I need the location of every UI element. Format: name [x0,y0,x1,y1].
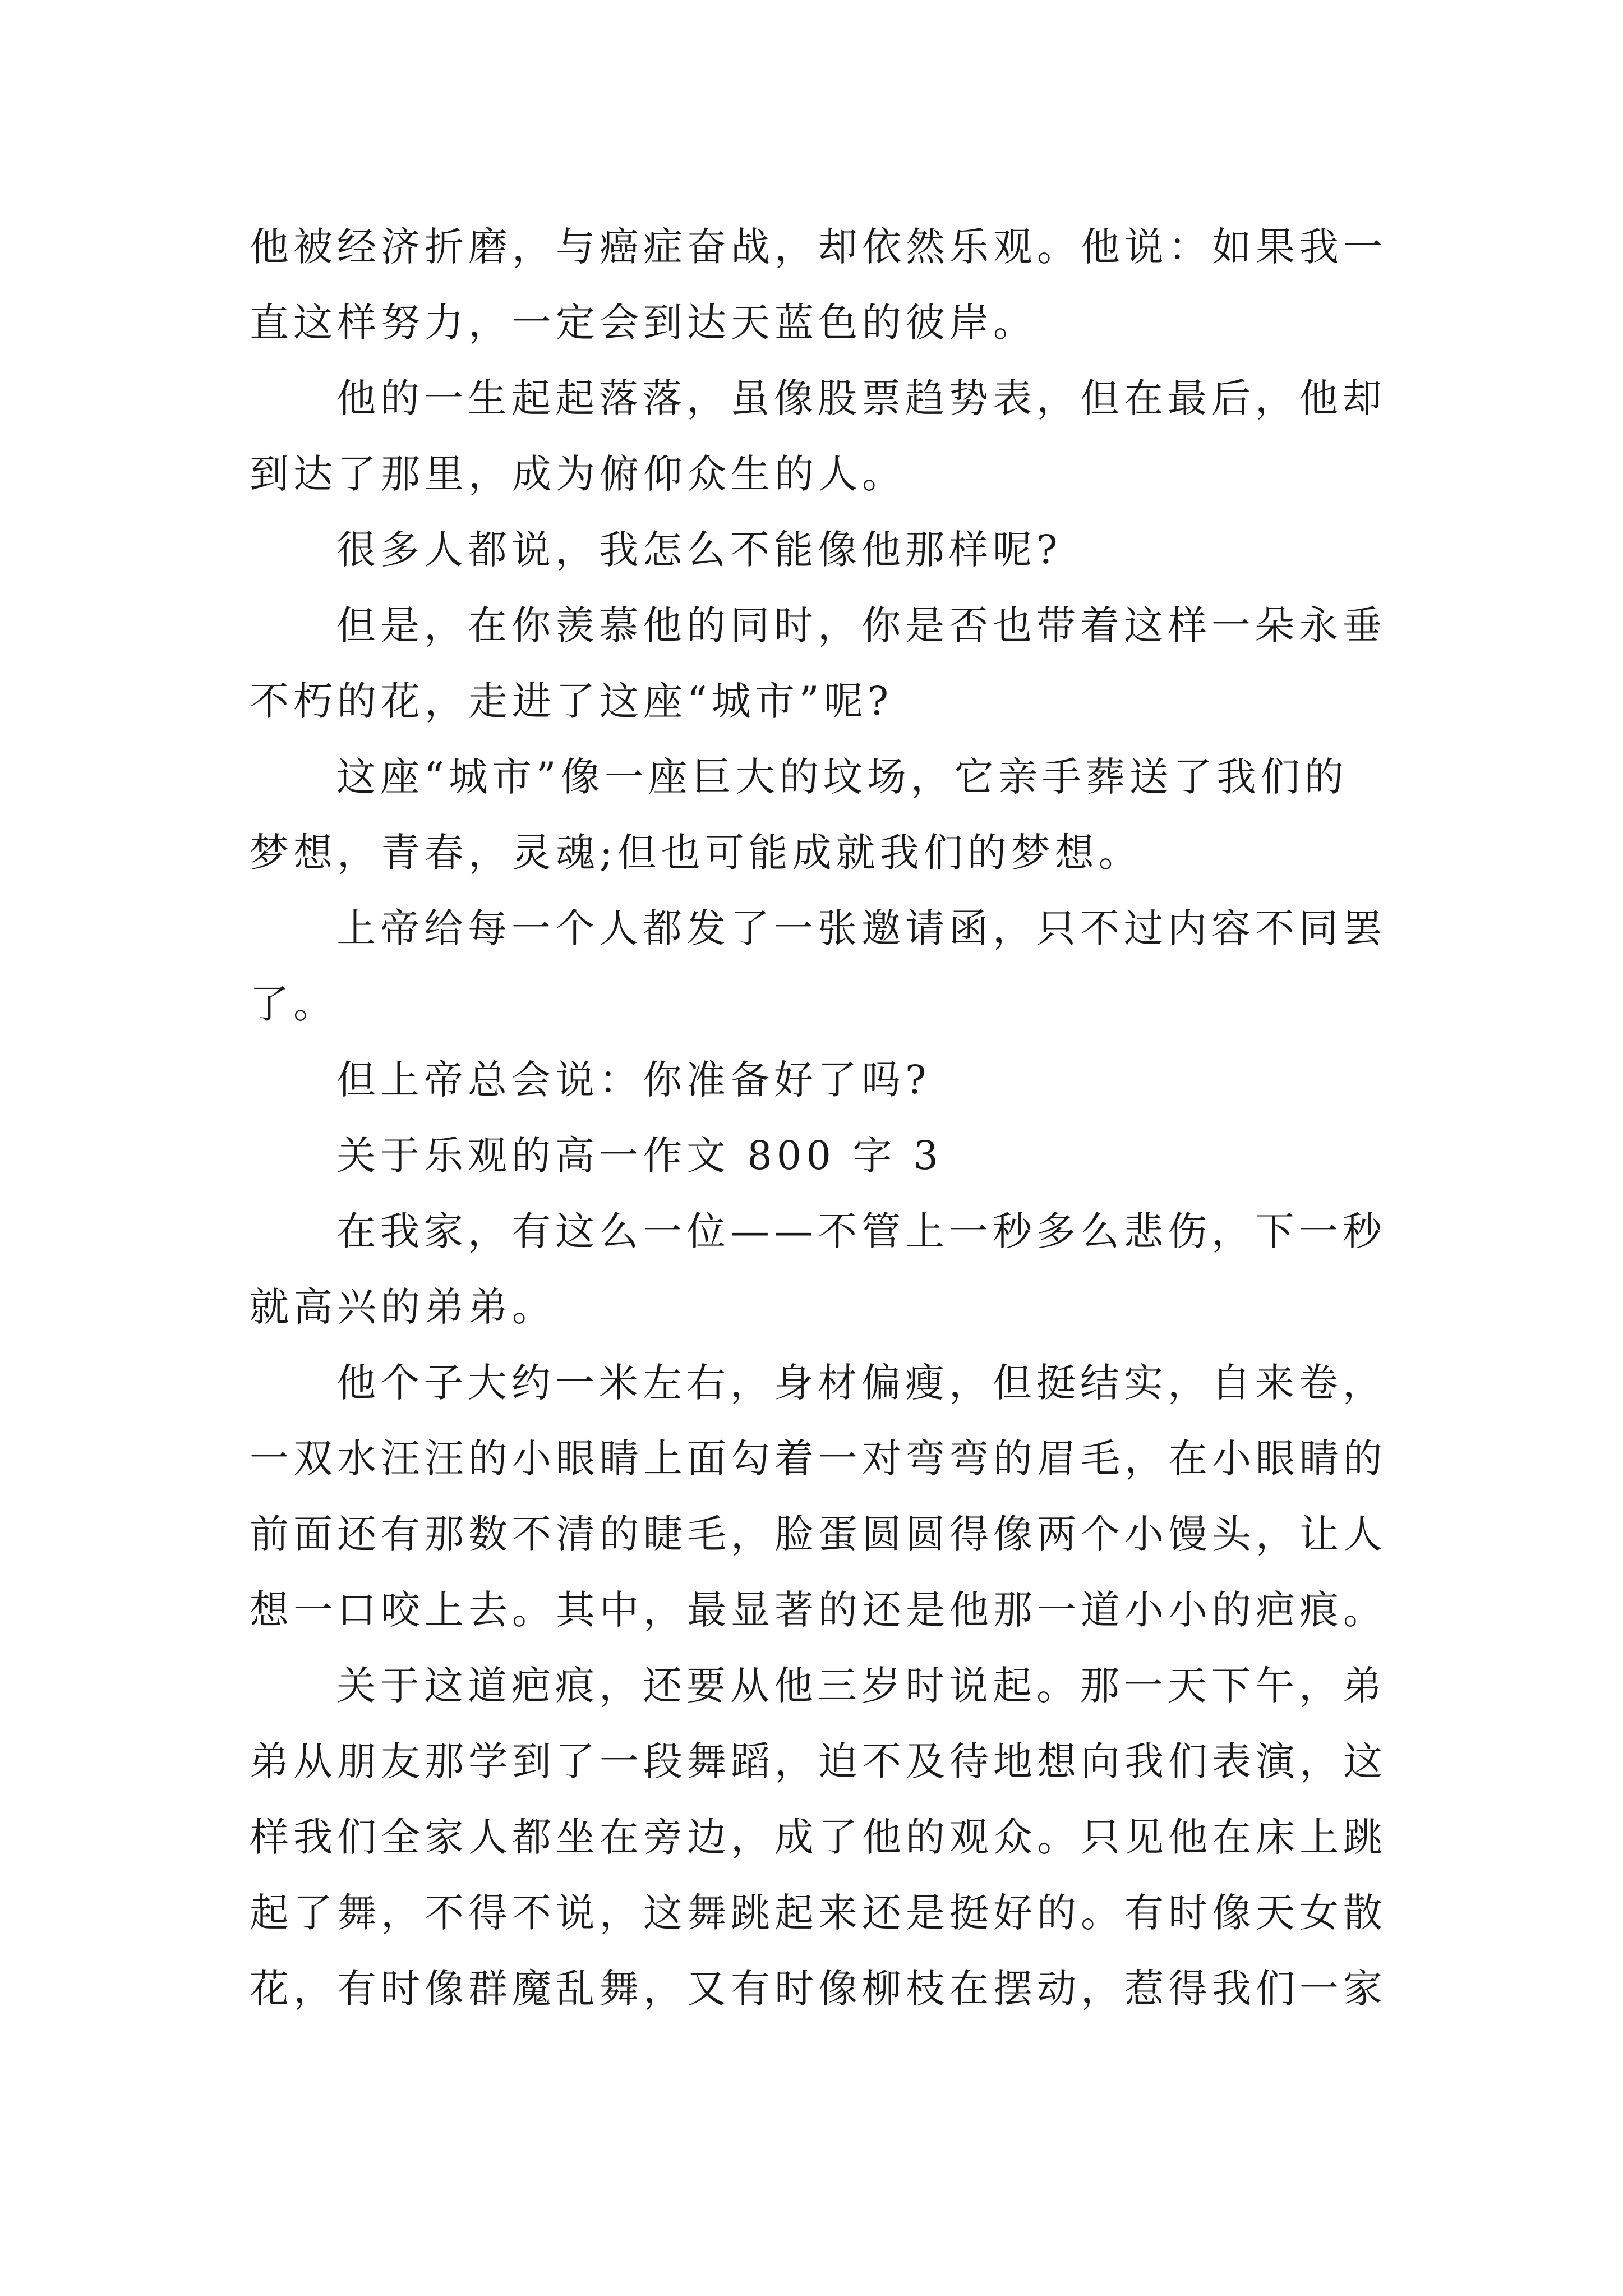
text-line: 关于这道疤痕，还要从他三岁时说起。那一天下午，弟 [336,1663,1386,1709]
text-line: 但上帝总会说：你准备好了吗? [336,1057,931,1103]
text-line: 一双水汪汪的小眼睛上面勾着一对弯弯的眉毛，在小眼睛的 [250,1435,1387,1481]
text-line: 想一口咬上去。其中，最显著的还是他那一道小小的疤痕。 [250,1587,1387,1633]
text-line: 他被经济折磨，与癌症奋战，却依然乐观。他说：如果我一 [250,224,1387,270]
text-line: 他个子大约一米左右，身材偏瘦，但挺结实，自来卷， [336,1360,1386,1406]
text-line: 起了舞，不得不说，这舞跳起来还是挺好的。有时像天女散 [250,1890,1387,1936]
text-line: 不朽的花，走进了这座“城市”呢? [250,678,893,724]
text-line: 前面还有那数不清的睫毛，脸蛋圆圆得像两个小馒头，让人 [250,1511,1387,1557]
text-line: 弟从朋友那学到了一段舞蹈，迫不及待地想向我们表演，这 [250,1738,1387,1784]
text-line: 很多人都说，我怎么不能像他那样呢? [336,527,1062,573]
text-line: 到达了那里，成为俯仰众生的人。 [250,451,906,497]
text-line: 就高兴的弟弟。 [250,1284,556,1330]
section-heading: 关于乐观的高一作文 800 字 3 [336,1133,943,1179]
text-line: 在我家，有这么一位——不管上一秒多么悲伤，下一秒 [336,1208,1386,1254]
text-line: 了。 [250,981,337,1027]
text-line: 但是，在你羡慕他的同时，你是否也带着这样一朵永垂 [336,602,1386,648]
text-line: 这座“城市”像一座巨大的坟场，它亲手葬送了我们的 [336,754,1348,800]
text-line: 梦想，青春，灵魂;但也可能成就我们的梦想。 [250,830,1142,876]
text-line: 他的一生起起落落，虽像股票趋势表，但在最后，他却 [336,375,1386,421]
text-line: 上帝给每一个人都发了一张邀请函，只不过内容不同罢 [336,905,1386,951]
text-line: 花，有时像群魔乱舞，又有时像柳枝在摆动，惹得我们一家 [250,1966,1387,2012]
text-line: 样我们全家人都坐在旁边，成了他的观众。只见他在床上跳 [250,1814,1387,1860]
text-line: 直这样努力，一定会到达天蓝色的彼岸。 [250,300,1037,346]
